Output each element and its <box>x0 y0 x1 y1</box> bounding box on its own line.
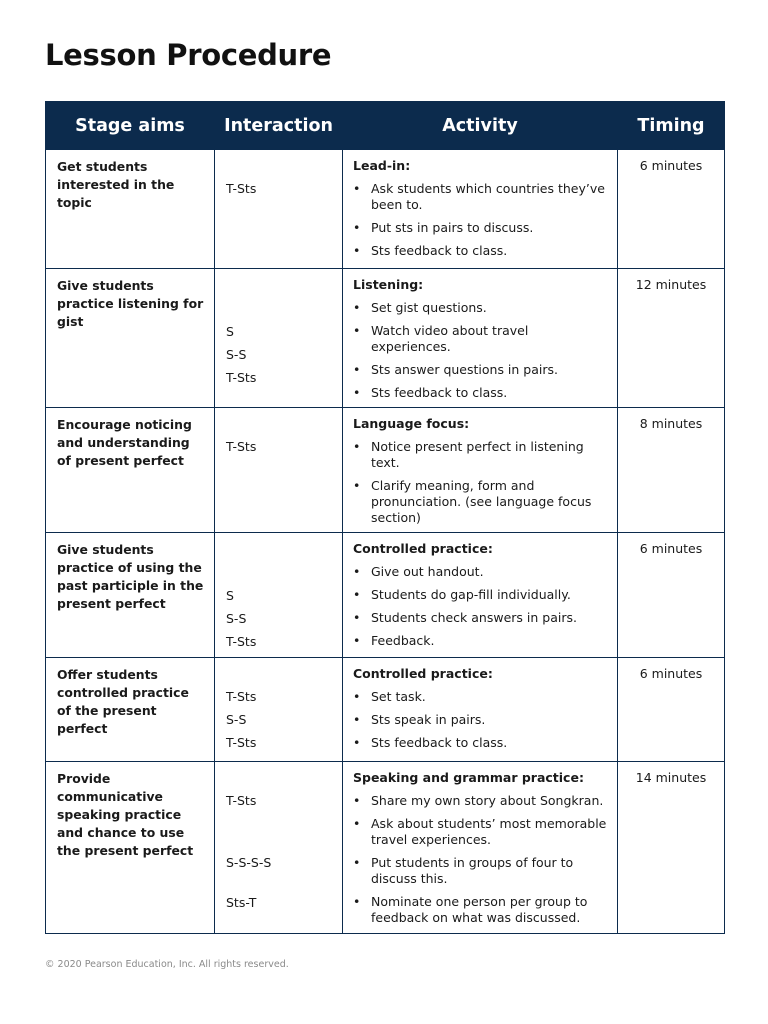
activity-list <box>353 689 609 751</box>
activity-item: • Put students in groups of four to discuss this. <box>353 855 574 886</box>
activity-heading: Speaking and grammar practice: <box>353 770 584 785</box>
interaction-pattern: T-Sts <box>226 793 257 808</box>
interaction-cell <box>215 150 343 269</box>
header-timing: Timing <box>618 102 725 150</box>
stage-aim: Get students interested in the topic <box>46 150 215 269</box>
table-row <box>46 658 725 762</box>
interaction-pattern: S <box>226 588 234 603</box>
interaction-pattern: S-S <box>226 347 247 362</box>
activity-cell <box>343 658 618 762</box>
activity-heading: Controlled practice: <box>353 541 493 556</box>
interaction-pattern: S-S <box>226 712 247 727</box>
activity-item: • Nominate one person per group to feedback on what was discussed. <box>353 894 588 925</box>
activity-item: • Sts feedback to class. <box>353 243 508 258</box>
interaction-pattern: T-Sts <box>226 439 257 454</box>
activity-item: • Give out handout. <box>353 564 484 579</box>
timing-cell: 6 minutes <box>618 658 725 762</box>
copyright-footer: © 2020 Pearson Education, Inc. All rights reserved. <box>45 959 289 970</box>
activity-item: • Feedback. <box>353 633 435 648</box>
stage-aim: Encourage noticing and understanding of present perfect <box>46 408 215 533</box>
activity-heading: Lead-in: <box>353 158 411 173</box>
activity-item: • Sts feedback to class. <box>353 735 508 750</box>
table-header <box>46 102 725 150</box>
activity-list <box>353 181 609 259</box>
timing-cell: 8 minutes <box>618 408 725 533</box>
activity-item: • Put sts in pairs to discuss. <box>353 220 534 235</box>
activity-list <box>353 564 609 649</box>
interaction-cell <box>215 658 343 762</box>
activity-list <box>353 793 609 926</box>
interaction-pattern: T-Sts <box>226 735 257 750</box>
header-stage-aims: Stage aims <box>46 102 215 150</box>
activity-item: • Share my own story about Songkran. <box>353 793 604 808</box>
page-title: Lesson Procedure <box>45 38 332 72</box>
activity-heading: Language focus: <box>353 416 470 431</box>
activity-item: • Clarify meaning, form and pronunciation. (see language focus section) <box>353 478 592 525</box>
activity-cell <box>343 533 618 658</box>
lesson-procedure-table <box>45 101 725 934</box>
activity-list <box>353 300 609 401</box>
stage-aim: Provide communicative speaking practice and chance to use the present perfect <box>46 762 215 934</box>
timing-cell: 14 minutes <box>618 762 725 934</box>
activity-item: • Notice present perfect in listening text. <box>353 439 584 470</box>
activity-list <box>353 439 609 526</box>
activity-item: • Watch video about travel experiences. <box>353 323 529 354</box>
activity-item: • Sts answer questions in pairs. <box>353 362 558 377</box>
activity-item: • Sts speak in pairs. <box>353 712 486 727</box>
activity-item: • Sts feedback to class. <box>353 385 508 400</box>
table-row <box>46 269 725 408</box>
interaction-pattern: T-Sts <box>226 370 257 385</box>
interaction-pattern: S-S-S-S <box>226 855 272 870</box>
interaction-pattern: S-S <box>226 611 247 626</box>
interaction-pattern: Sts-T <box>226 895 257 910</box>
activity-item: • Students do gap-fill individually. <box>353 587 571 602</box>
activity-cell <box>343 408 618 533</box>
stage-aim: Give students practice listening for gist <box>46 269 215 408</box>
activity-cell <box>343 762 618 934</box>
activity-item: • Ask students which countries they’ve been to. <box>353 181 605 212</box>
table-row <box>46 150 725 269</box>
header-activity: Activity <box>343 102 618 150</box>
timing-cell: 6 minutes <box>618 150 725 269</box>
timing-cell: 12 minutes <box>618 269 725 408</box>
stage-aim: Give students practice of using the past participle in the present perfect <box>46 533 215 658</box>
interaction-cell <box>215 269 343 408</box>
activity-cell <box>343 269 618 408</box>
activity-item: • Ask about students’ most memorable travel experiences. <box>353 816 607 847</box>
interaction-pattern: S <box>226 324 234 339</box>
activity-item: • Set gist questions. <box>353 300 487 315</box>
table-row <box>46 408 725 533</box>
interaction-pattern: T-Sts <box>226 634 257 649</box>
activity-item: • Students check answers in pairs. <box>353 610 577 625</box>
activity-heading: Controlled practice: <box>353 666 493 681</box>
activity-item: • Set task. <box>353 689 426 704</box>
activity-heading: Listening: <box>353 277 424 292</box>
table-row <box>46 762 725 934</box>
activity-cell <box>343 150 618 269</box>
header-interaction: Interaction <box>215 102 343 150</box>
stage-aim: Offer students controlled practice of the present perfect <box>46 658 215 762</box>
interaction-cell <box>215 762 343 934</box>
interaction-pattern: T-Sts <box>226 689 257 704</box>
timing-cell: 6 minutes <box>618 533 725 658</box>
interaction-cell <box>215 408 343 533</box>
interaction-pattern: T-Sts <box>226 181 257 196</box>
interaction-cell <box>215 533 343 658</box>
table-row <box>46 533 725 658</box>
